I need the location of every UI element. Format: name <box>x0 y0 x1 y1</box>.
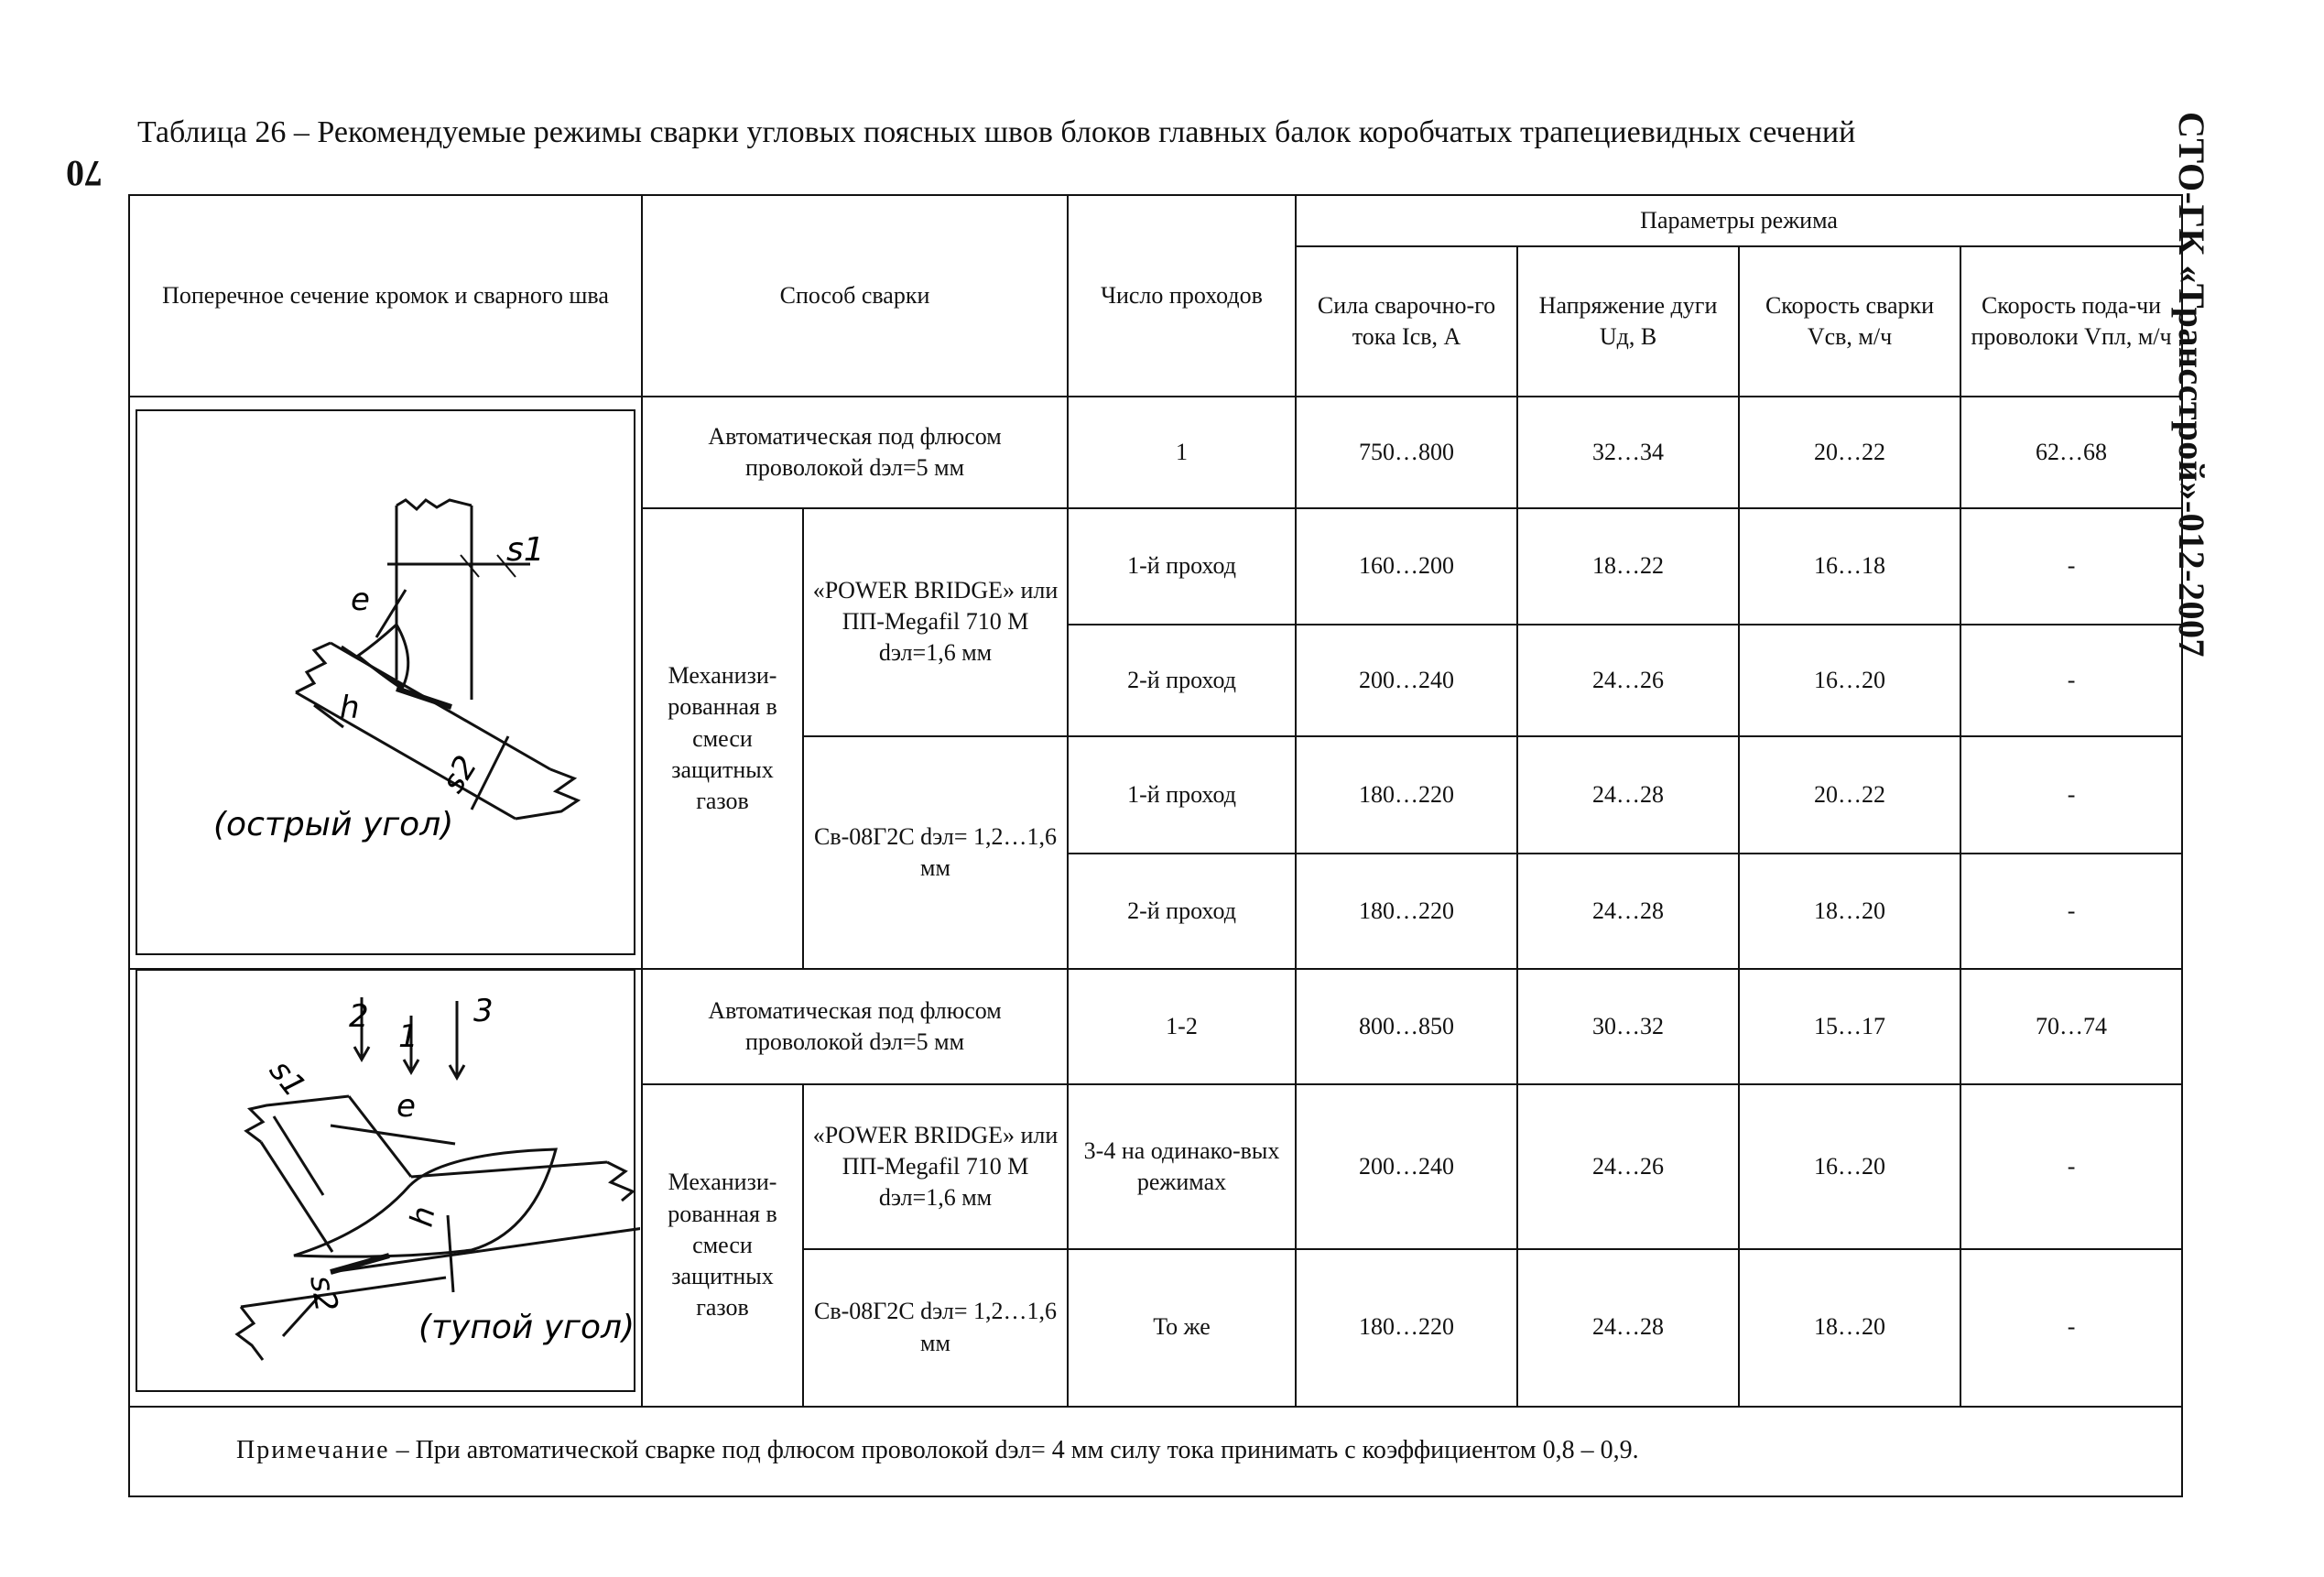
current-r4: 180…220 <box>1296 854 1517 969</box>
wire-sv08g2s-1: Св-08Г2С dэл= 1,2…1,6 мм <box>803 736 1068 970</box>
voltage-r5: 30…32 <box>1517 969 1739 1084</box>
voltage-r1: 18…22 <box>1517 508 1739 625</box>
passes-r2: 2-й проход <box>1068 625 1296 736</box>
label-h: h <box>403 1203 443 1230</box>
method-auto-2: Автоматическая под флюсом проволокой dэл=5 мм <box>642 969 1068 1084</box>
obtuse-angle-diagram <box>131 970 640 1397</box>
passes-r7: То же <box>1068 1249 1296 1407</box>
label-e: e <box>351 582 370 618</box>
note-label: Примечание <box>236 1436 390 1465</box>
speed-r0: 20…22 <box>1739 397 1960 508</box>
header-feed: Скорость пода-чи проволоки Vпл, м/ч <box>1960 246 2182 397</box>
speed-r5: 15…17 <box>1739 969 1960 1084</box>
feed-r7: - <box>1960 1249 2182 1407</box>
document-code: СТО-ГК «Трансстрой»-012-2007 <box>2171 112 2212 658</box>
speed-r3: 20…22 <box>1739 736 1960 854</box>
header-params: Параметры режима <box>1296 195 2182 246</box>
passes-r1: 1-й проход <box>1068 508 1296 625</box>
label-arrow-2: 2 <box>349 998 369 1036</box>
feed-r4: - <box>1960 854 2182 969</box>
voltage-r7: 24…28 <box>1517 1249 1739 1407</box>
voltage-r2: 24…26 <box>1517 625 1739 736</box>
speed-r4: 18…20 <box>1739 854 1960 969</box>
method-auto-1: Автоматическая под флюсом проволокой dэл=5 мм <box>642 397 1068 508</box>
feed-r2: - <box>1960 625 2182 736</box>
wire-power-bridge-2: «POWER BRIDGE» или ПП-Megafil 710 М dэл=1,6 мм <box>803 1084 1068 1248</box>
method-mech-1: Механизи-рованная в смеси защитных газов <box>642 508 803 969</box>
feed-r1: - <box>1960 508 2182 625</box>
acute-angle-diagram <box>131 397 640 960</box>
label-e: e <box>396 1088 416 1126</box>
label-s1: s1 <box>261 1053 313 1104</box>
welding-modes-table <box>128 194 2183 1497</box>
label-s2: s2 <box>302 1272 345 1315</box>
caption-obtuse: (тупой угол) <box>418 1309 635 1347</box>
table-title: Таблица 26 – Рекомендуемые режимы сварки угловых поясных швов блоков главных балок коробчатых трапециевидных сечений <box>137 115 1856 149</box>
passes-r0: 1 <box>1068 397 1296 508</box>
current-r0: 750…800 <box>1296 397 1517 508</box>
feed-r5: 70…74 <box>1960 969 2182 1084</box>
feed-r0: 62…68 <box>1960 397 2182 508</box>
current-r7: 180…220 <box>1296 1249 1517 1407</box>
note-text: – При автоматической сварке под флюсом проволокой dэл= 4 мм силу тока принимать с коэффициентом 0,8 – 0,9. <box>389 1436 1639 1465</box>
passes-r6: 3-4 на одинако-вых режимах <box>1068 1084 1296 1248</box>
current-r5: 800…850 <box>1296 969 1517 1084</box>
label-h: h <box>340 690 360 726</box>
header-current: Сила сварочно-го тока Iсв, А <box>1296 246 1517 397</box>
speed-r2: 16…20 <box>1739 625 1960 736</box>
wire-power-bridge-1: «POWER BRIDGE» или ПП-Megafil 710 М dэл=1,6 мм <box>803 508 1068 736</box>
passes-r4: 2-й проход <box>1068 854 1296 969</box>
current-r2: 200…240 <box>1296 625 1517 736</box>
feed-r6: - <box>1960 1084 2182 1248</box>
voltage-r6: 24…26 <box>1517 1084 1739 1248</box>
header-cross-section: Поперечное сечение кромок и сварного шва <box>129 195 642 397</box>
wire-sv08g2s-2: Св-08Г2С dэл= 1,2…1,6 мм <box>803 1249 1068 1407</box>
voltage-r0: 32…34 <box>1517 397 1739 508</box>
header-method: Способ сварки <box>642 195 1068 397</box>
passes-r3: 1-й проход <box>1068 736 1296 854</box>
feed-r3: - <box>1960 736 2182 854</box>
method-mech-2: Механизи-рованная в смеси защитных газов <box>642 1084 803 1406</box>
table-note <box>129 1407 2182 1496</box>
header-voltage: Напряжение дуги Uд, В <box>1517 246 1739 397</box>
speed-r1: 16…18 <box>1739 508 1960 625</box>
label-s1: s1 <box>506 531 545 569</box>
page-number: 70 <box>66 153 103 194</box>
diagram-acute-cell <box>129 397 642 969</box>
speed-r6: 16…20 <box>1739 1084 1960 1248</box>
label-arrow-1: 1 <box>398 1018 418 1056</box>
passes-r5: 1-2 <box>1068 969 1296 1084</box>
current-r1: 160…200 <box>1296 508 1517 625</box>
current-r6: 200…240 <box>1296 1084 1517 1248</box>
speed-r7: 18…20 <box>1739 1249 1960 1407</box>
voltage-r3: 24…28 <box>1517 736 1739 854</box>
current-r3: 180…220 <box>1296 736 1517 854</box>
caption-acute: (острый угол) <box>213 806 454 843</box>
diagram-obtuse-cell <box>129 969 642 1406</box>
header-passes: Число проходов <box>1068 195 1296 397</box>
header-speed: Скорость сварки Vсв, м/ч <box>1739 246 1960 397</box>
label-arrow-3: 3 <box>473 993 494 1030</box>
label-s2: s2 <box>434 749 485 799</box>
voltage-r4: 24…28 <box>1517 854 1739 969</box>
